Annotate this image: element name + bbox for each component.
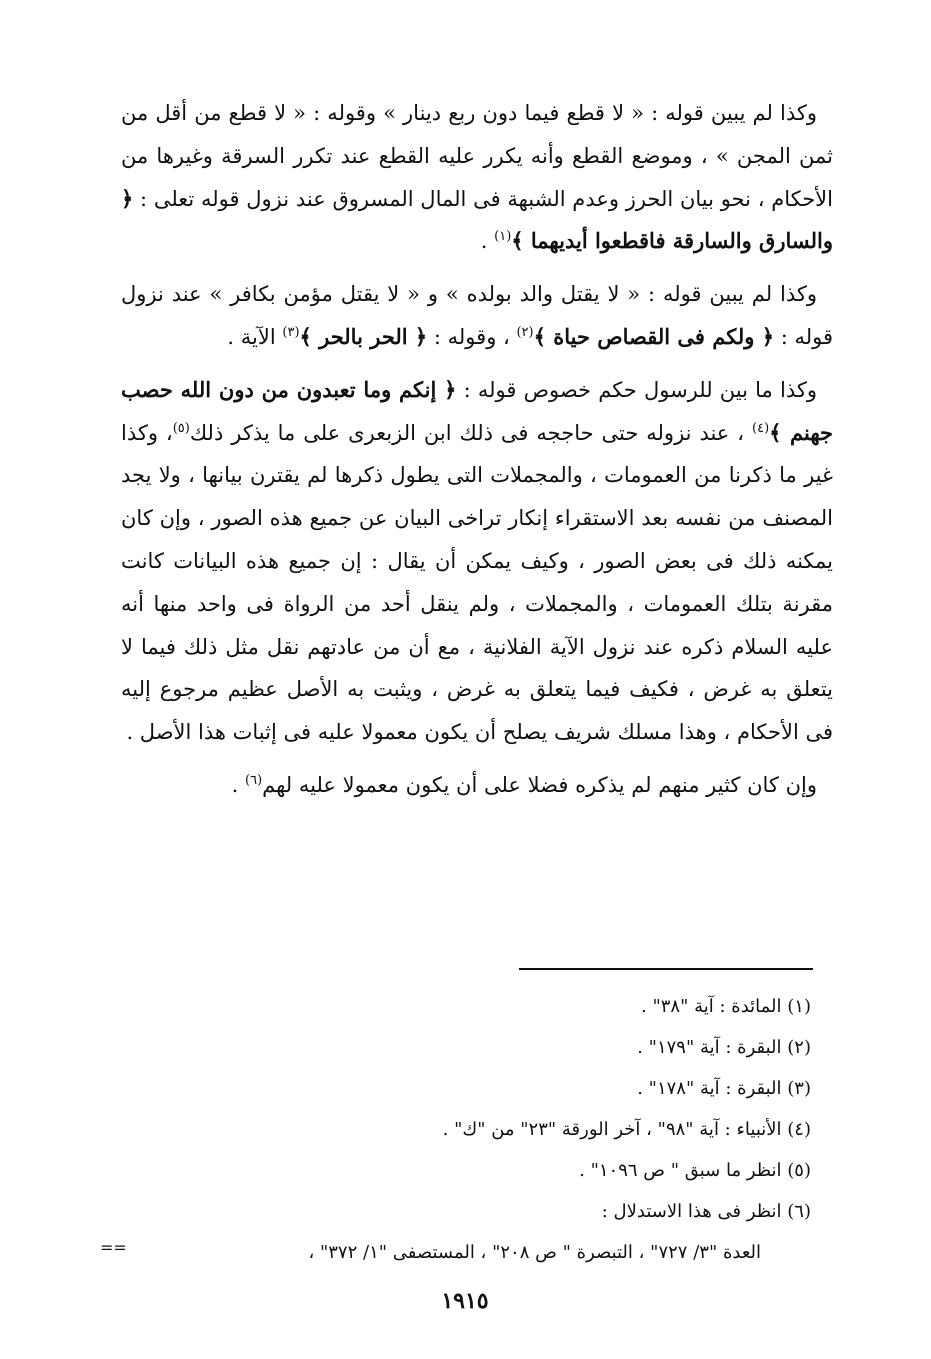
text-run: وكذا ما بين للرسول حكم خصوص قوله : bbox=[456, 377, 817, 402]
text-run: ، وقوله : bbox=[427, 324, 517, 349]
footnote-6: (٦) انظر فى هذا الاستدلال : bbox=[601, 1201, 811, 1222]
text-run: وكذا لم يبين قوله : « لا قطع فيما دون ربع دينار » وقوله : « لا قطع من أقل من ثمن المجن » ، وموضع القطع وأنه يكرر عليه القطع عند تكرر السرقة وغيرها من الأحكام ، نحو بيان الحرز وعدم الشبهة فى المال المسروق عند نزول قوله تعلى : bbox=[121, 101, 833, 211]
text-run: . bbox=[480, 229, 495, 254]
quran-verse: ﴿ إنكم وما تعبدون من دون الله حصب جهنم ﴾ bbox=[121, 376, 833, 445]
quran-verse: ﴿ الحر بالحر ﴾ bbox=[299, 323, 428, 349]
paragraph bbox=[121, 273, 833, 359]
margin-mark: == bbox=[100, 1238, 127, 1257]
footnote-3: (٣) البقرة : آية "١٧٨" . bbox=[637, 1078, 811, 1099]
footnote-4: (٤) الأنبياء : آية "٩٨" ، آخر الورقة "٢٣" من "ك" . bbox=[442, 1119, 811, 1140]
text-run: الآية . bbox=[227, 324, 283, 349]
main-text-block bbox=[121, 92, 833, 817]
page-number: ١٩١٥ bbox=[441, 1288, 489, 1314]
text-run: . bbox=[231, 772, 245, 797]
text-run: وإن كان كثير منهم لم يذكره فضلا على أن يكون معمولا عليه لهم bbox=[262, 772, 817, 797]
text-run: ، وكذا غير ما ذكرنا من العمومات ، والمجملات التى يطول ذكرها لم يقترن بيانها ، ولا يجد المصنف من نفسه بعد الاستقراء إنكار تراخى البيان عن جميع هذه الصور ، وإن كان يمكنه ذلك فى بعض الصور ، وكيف يمكن أن يقال : إن جميع هذه البيانات كانت مقرنة بتلك العمومات ، والمجملات ، ولم ينقل أحد من الرواة فى واحد منها أنه عليه السلام ذكره عند نزول الآية الفلانية ، مع أن من عادتهم نقل مثل ذلك فيما لا يتعلق به غرض ، فكيف فيما يتعلق به غرض ، ويثبت به الأصل عظيم مرجوع إليه فى الأحكام ، وهذا مسلك شريف يصلح أن يكون معمولا عليه فى إثبات هذا الأصل . bbox=[121, 420, 833, 745]
footnote-1: (١) المائدة : آية "٣٨" . bbox=[641, 996, 811, 1017]
paragraph bbox=[121, 92, 833, 263]
footnote-5: (٥) انظر ما سبق " ص ١٠٩٦" . bbox=[579, 1160, 811, 1181]
footnote-6-references: العدة "٣/ ٧٢٧" ، التبصرة " ص ٢٠٨" ، المستصفى "١/ ٣٧٢" ، bbox=[308, 1242, 761, 1263]
footnote-marker: (١) bbox=[494, 229, 512, 245]
paragraph bbox=[121, 764, 833, 807]
footnote-2: (٢) البقرة : آية "١٧٩" . bbox=[637, 1037, 811, 1058]
text-run: ، عند نزوله حتى حاججه فى ذلك ابن الزبعرى على ما يذكر ذلك bbox=[189, 420, 752, 445]
footnote-marker: (٥) bbox=[172, 420, 190, 436]
paragraph bbox=[121, 369, 833, 754]
quran-verse: ﴿ والسارق والسارقة فاقطعوا أيديهما ﴾ bbox=[121, 185, 833, 254]
footnote-marker: (٣) bbox=[282, 324, 300, 340]
footnote-separator bbox=[519, 968, 813, 970]
quran-verse: ﴿ ولكم فى القصاص حياة ﴾ bbox=[533, 323, 775, 349]
text-run: وكذا لم يبين قوله : « لا يقتل والد بولده » و « لا يقتل مؤمن بكافر » عند نزول قوله : bbox=[121, 282, 833, 349]
footnote-marker: (٢) bbox=[516, 324, 534, 340]
footnotes-block bbox=[111, 986, 811, 1273]
footnote-marker: (٦) bbox=[245, 772, 263, 788]
footnote-marker: (٤) bbox=[752, 420, 770, 436]
